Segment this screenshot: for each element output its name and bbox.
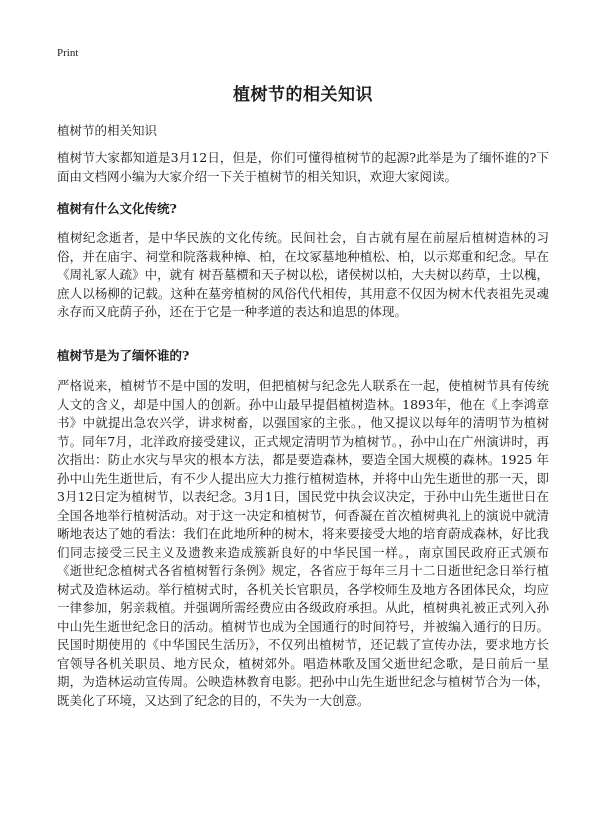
intro-paragraph: 植树节大家都知道是3月12日，但是，你们可懂得植树节的起源?此举是为了缅怀谁的?下面由文档网小编为大家介绍一下关于植树节的相关知识，欢迎大家阅读。 [57, 150, 549, 184]
section-body-commemorate: 严格说来，植树节不是中国的发明，但把植树与纪念先人联系在一起，使植树节具有传统人文的含义，却是中国人的创新。孙中山最早提倡植树造林。1893年，他在《上李鸿章书》中就提出急农兴学，讲求树畜，以强国家的主张。，他又提议以每年的清明节为植树节。同年7月，北洋政府接受建议，正式规定清明节为植树节。，孙中山在广州演讲时，再次指出：防止水灾与旱灾的根本方法，都是要造森林，要造全国大规模的森林。1925 年孙中山先生逝世后，有不少人提出应大力推行植树造林，并将中山先生逝世的那一天，即3月12日定为植树节，以表纪念。3月1日，国民党中执会议决定，于孙中山先生逝世日在全国各地举行植树活动。对于这一决定和植树节，何香凝在首次植树典礼上的演说中就清晰地表达了她的看法：我们在此地所种的树木，将来要接受大地的培育蔚成森林，好比我们同志接受三民主义及遗教来造成簇新良好的中华民国一样。，南京国民政府正式颁布《逝世纪念植树式各省植树暂行条例》规定，各省应于每年三月十二日逝世纪念日举行植树式及造林运动。举行植树式时，各机关长官职员，各学校师生及地方各团体民众，均应一律参加，躬亲栽植。并强调所需经费应由各级政府承担。从此，植树典礼被正式列入孙中山先生逝世纪念日的活动。植树节也成为全国通行的时间符号，并被编入通行的日历。民国时期使用的《中华国民生活历》，不仅列出植树节，还记载了宣传办法，要求地方长官领导各机关职员、地方民众，植树郊外。唱造林歌及国父逝世纪念歌，是日前后一星期，为造林运动宣传周。公映造林教育电影。把孙中山先生逝世纪念与植树节合为一体，既美化了环境，又达到了纪念的目的，不失为一大创意。 [57, 378, 549, 708]
section-body-tradition: 植树纪念逝者，是中华民族的文化传统。民间社会，自古就有屋在前屋后植树造林的习俗，并在庙宇、祠堂和院落栽种樟、柏，在坟冢墓地种植松、柏，以示郑重和纪念。早在《周礼冢人疏》中，就有 树吾墓槚和天子树以松，诸侯树以柏，大夫树以药草，士以槐，庶人以杨柳的记载。这种在墓旁植树的风俗代代相传，其用意不仅因为树木代表祖先灵魂永存而又庇荫子孙，还在于它是一种孝道的表达和追思的体现。 [57, 230, 549, 319]
document-title: 植树节的相关知识 [233, 85, 373, 105]
document-subtitle: 植树节的相关知识 [57, 123, 158, 138]
print-link[interactable]: Print [57, 47, 79, 59]
section-heading-tradition: 植树有什么文化传统? [57, 201, 177, 216]
section-heading-commemorate: 植树节是为了缅怀谁的? [57, 348, 190, 363]
